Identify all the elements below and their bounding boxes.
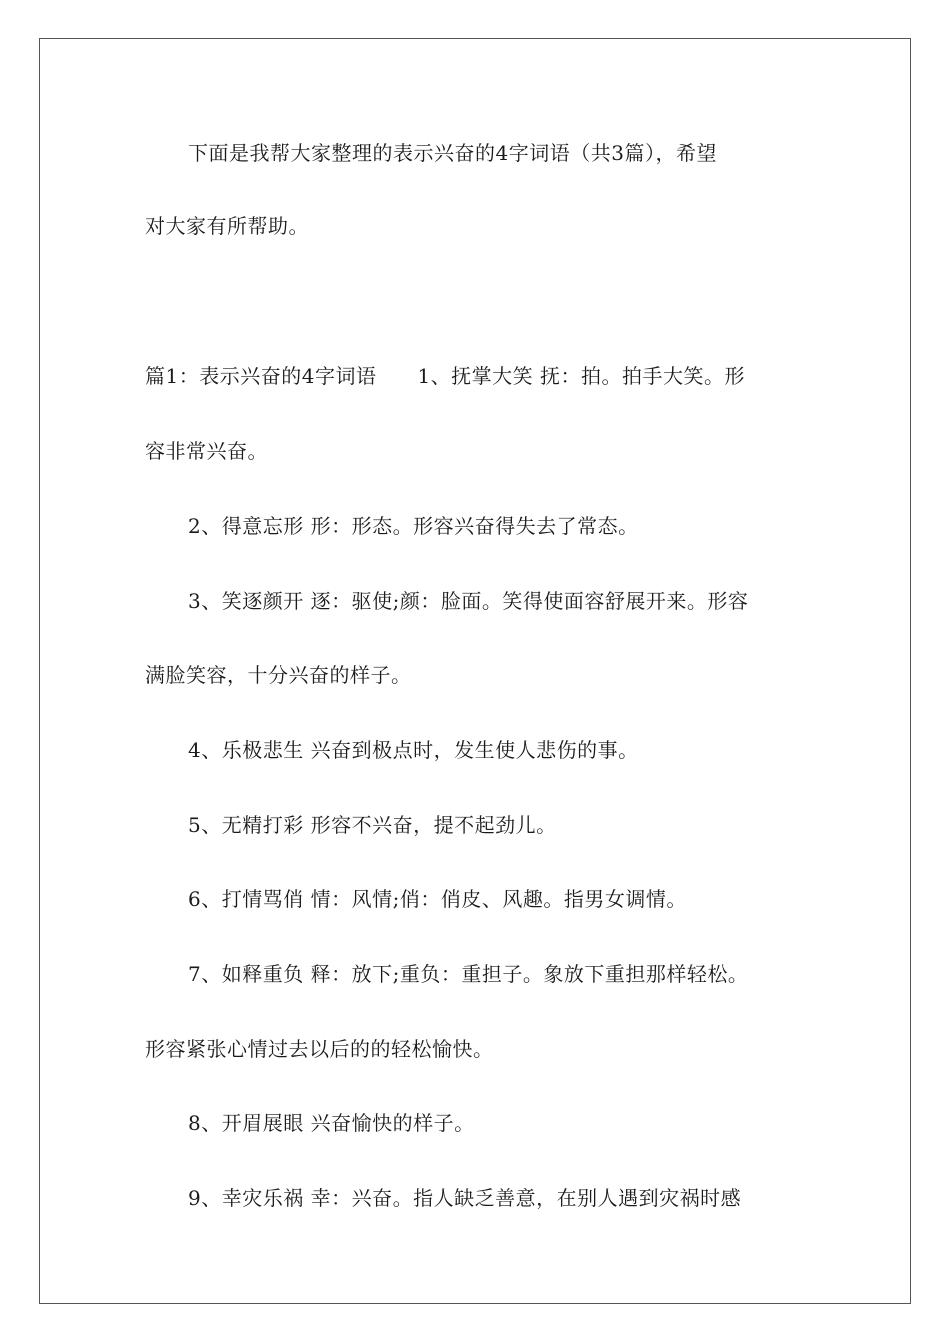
- entry-3-line-1: 3、笑逐颜开 逐：驱使;颜：脸面。笑得使面容舒展开来。形容: [188, 589, 749, 613]
- intro-line-2: 对大家有所帮助。: [145, 214, 309, 238]
- entry-8: 8、开眉展眼 兴奋愉快的样子。: [188, 1111, 475, 1135]
- entry-4: 4、乐极悲生 兴奋到极点时，发生使人悲伤的事。: [188, 738, 639, 762]
- entry-7-line-1: 7、如释重负 释：放下;重负：重担子。象放下重担那样轻松。: [188, 962, 749, 986]
- section-1-line-2: 容非常兴奋。: [145, 439, 268, 463]
- entry-3-line-2: 满脸笑容，十分兴奋的样子。: [145, 663, 412, 687]
- section-1-line-1: 篇1：表示兴奋的4字词语 1、抚掌大笑 抚：拍。拍手大笑。形: [145, 364, 746, 388]
- intro-line-1: 下面是我帮大家整理的表示兴奋的4字词语（共3篇），希望: [188, 141, 717, 165]
- entry-5: 5、无精打彩 形容不兴奋，提不起劲儿。: [188, 813, 557, 837]
- entry-7-line-2: 形容紧张心情过去以后的的轻松愉快。: [145, 1037, 494, 1061]
- entry-9-line-1: 9、幸灾乐祸 幸：兴奋。指人缺乏善意，在别人遇到灾祸时感: [188, 1186, 742, 1210]
- entry-6: 6、打情骂俏 情：风情;俏：俏皮、风趣。指男女调情。: [188, 887, 687, 911]
- entry-2: 2、得意忘形 形：形态。形容兴奋得失去了常态。: [188, 514, 639, 538]
